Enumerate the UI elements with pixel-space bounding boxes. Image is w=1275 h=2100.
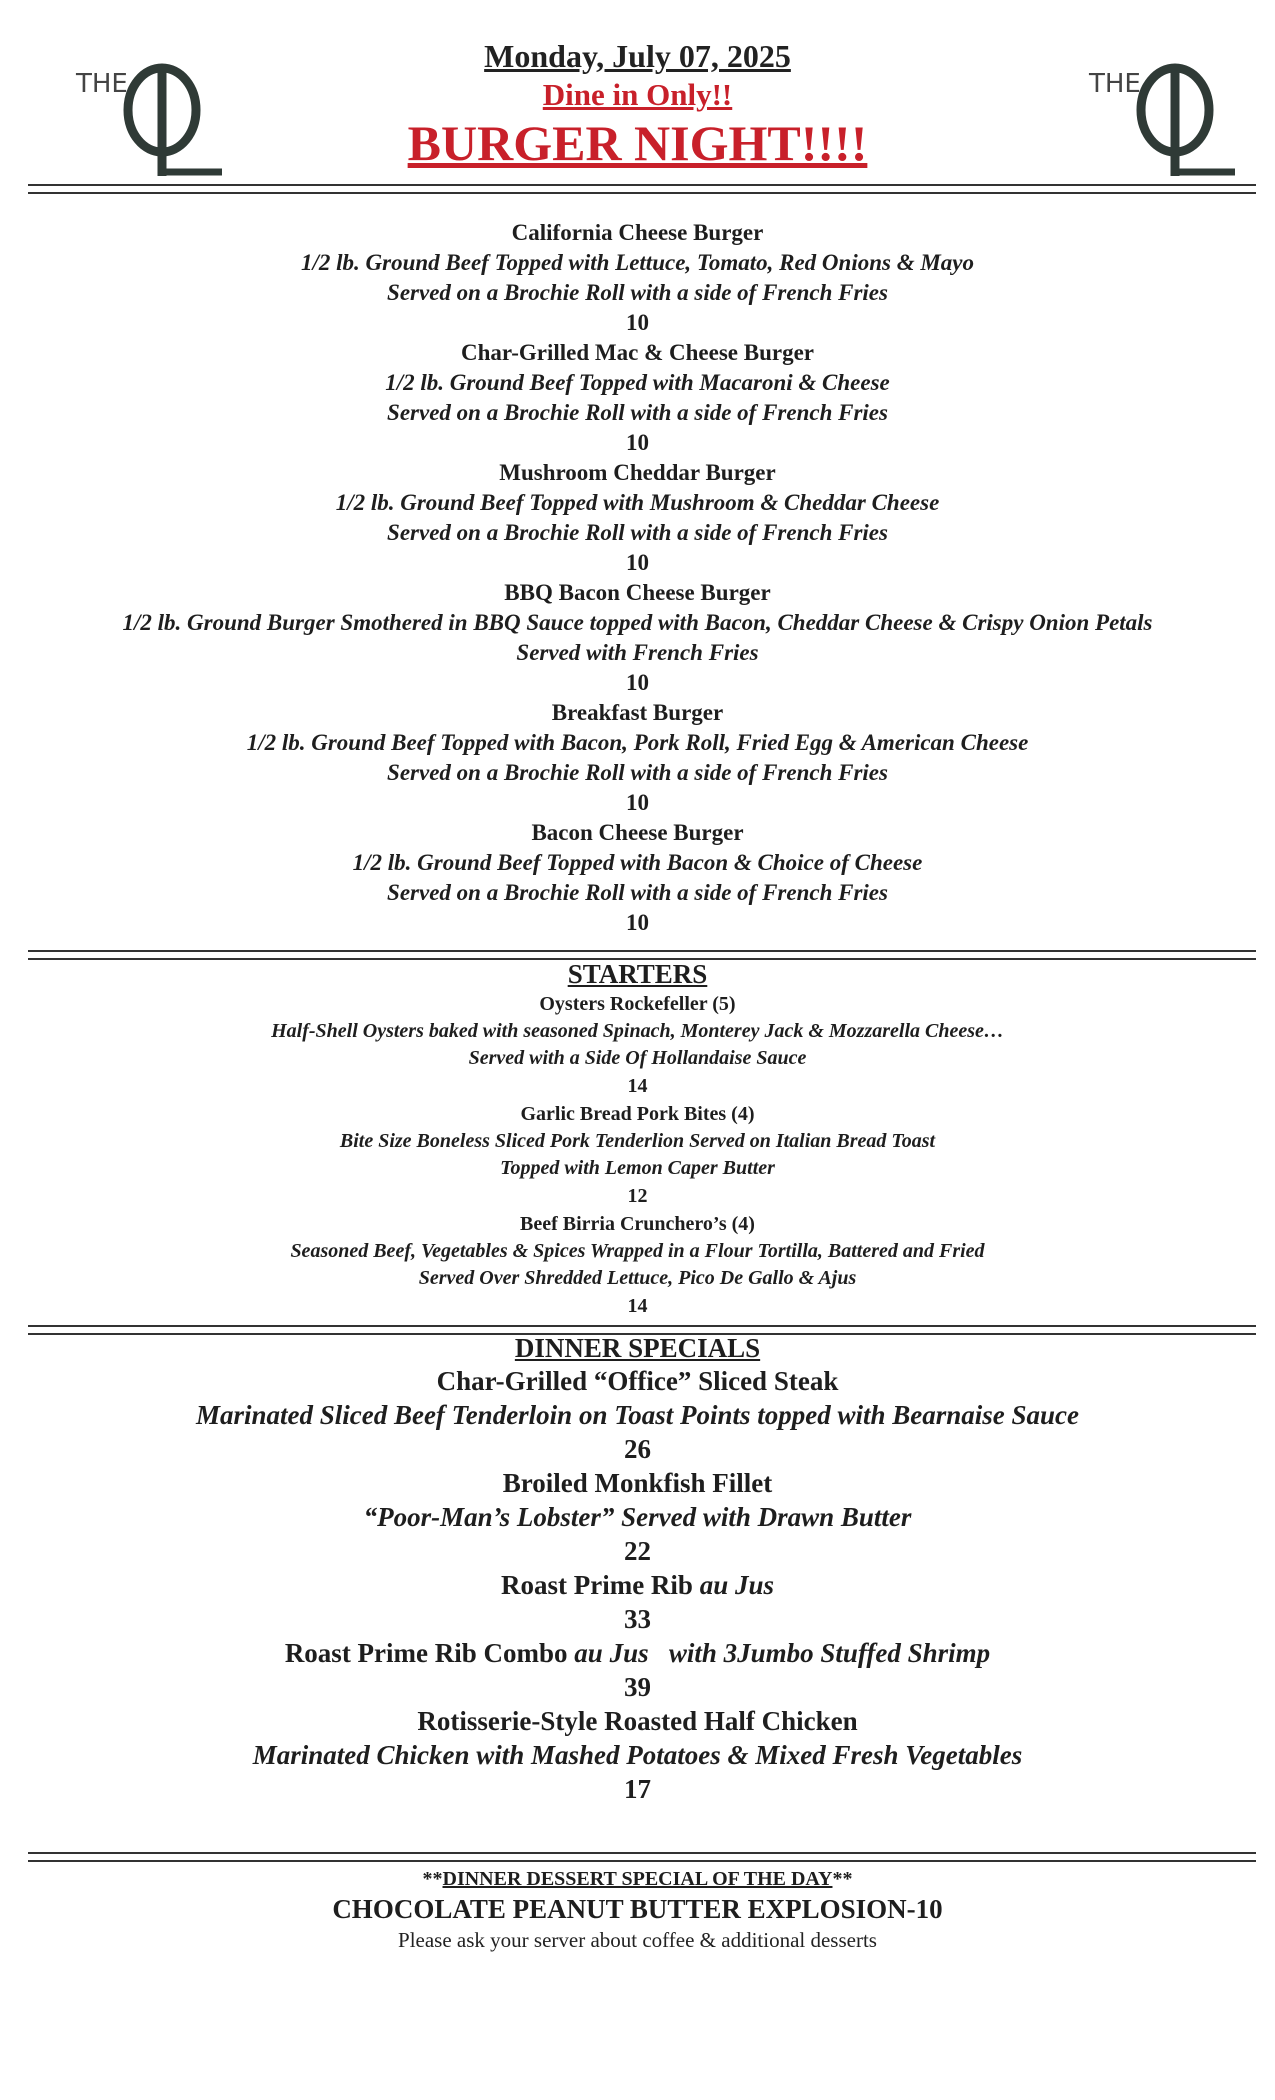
dessert-stars-left: ** [422,1868,443,1890]
item-name [0,1636,1275,1670]
item-price: 10 [626,790,649,815]
item-price: 10 [626,310,649,335]
item-name-text: Char-Grilled “Office” Sliced Steak [436,1366,839,1396]
item-description: Served on a Brochie Roll with a side of French Fries [387,280,888,305]
menu-item [0,1636,1275,1704]
menu-item [0,338,1275,458]
item-description: 1/2 lb. Ground Beef Topped with Macaroni & Cheese [385,370,890,395]
item-name: Beef Birria Crunchero’s (4) [520,1213,755,1235]
divider [28,1852,1256,1862]
dinner-specials-heading: DINNER SPECIALS [514,1333,761,1363]
item-price: 14 [627,1295,648,1317]
item-name-text: Rotisserie-Style Roasted Half Chicken [417,1706,858,1736]
item-name [0,1466,1275,1500]
divider [28,184,1256,194]
item-description: Served with a Side Of Hollandaise Sauce [468,1047,807,1069]
menu-item [0,1364,1275,1466]
dessert-heading-text: DINNER DESSERT SPECIAL OF THE DAY [442,1868,833,1890]
menu-item [0,1100,1275,1210]
item-description: Seasoned Beef, Vegetables & Spices Wrapped in a Flour Tortilla, Battered and Fried [290,1240,985,1262]
item-description: Served with French Fries [516,640,759,665]
item-description: Marinated Chicken with Mashed Potatoes & Mixed Fresh Vegetables [252,1740,1023,1770]
item-price: 10 [626,910,649,935]
item-description: 1/2 lb. Ground Beef Topped with Bacon, Pork Roll, Fried Egg & American Cheese [246,730,1029,755]
menu-item [0,578,1275,698]
menu-item [0,1210,1275,1320]
item-name: BBQ Bacon Cheese Burger [504,580,771,605]
item-name [0,1364,1275,1398]
menu-item [0,458,1275,578]
menu-header [0,36,1275,172]
item-name-text: Roast Prime Rib [500,1570,700,1600]
item-description: 1/2 lb. Ground Beef Topped with Mushroom & Cheddar Cheese [335,490,940,515]
item-description: Served Over Shredded Lettuce, Pico De Gallo & Ajus [418,1267,857,1289]
item-price: 26 [624,1434,651,1464]
item-description: Served on a Brochie Roll with a side of French Fries [387,880,888,905]
item-description: 1/2 lb. Ground Beef Topped with Lettuce, Tomato, Red Onions & Mayo [301,250,974,275]
item-name-text: Broiled Monkfish Fillet [502,1468,773,1498]
logo-text: THE [76,69,128,99]
item-description: Bite Size Boneless Sliced Pork Tenderlion Served on Italian Bread Toast [339,1130,936,1152]
burger-list [0,218,1275,938]
menu-item [0,1466,1275,1568]
menu-date: Monday, July 07, 2025 [484,38,791,74]
menu-item [0,990,1275,1100]
item-description: Topped with Lemon Caper Butter [500,1157,775,1179]
item-price: 14 [627,1075,648,1097]
item-name [0,1568,1275,1602]
item-name: Bacon Cheese Burger [531,820,744,845]
item-description: Half-Shell Oysters baked with seasoned Spinach, Monterey Jack & Mozzarella Cheese… [271,1020,1004,1042]
item-name [0,1704,1275,1738]
dessert-heading [0,1866,1275,1892]
logo-text: THE [1089,69,1141,99]
item-price: 10 [626,670,649,695]
item-name-italic: au Jus with 3Jumbo Stuffed Shrimp [574,1638,991,1668]
item-description: 1/2 lb. Ground Beef Topped with Bacon & Choice of Cheese [352,850,923,875]
item-price: 12 [627,1185,648,1207]
item-description: Served on a Brochie Roll with a side of French Fries [387,400,888,425]
item-name: Char-Grilled Mac & Cheese Burger [461,340,814,365]
item-name: Oysters Rockefeller (5) [539,993,736,1015]
menu-item [0,1704,1275,1806]
item-price: 33 [624,1604,651,1634]
item-name: Garlic Bread Pork Bites (4) [520,1103,755,1125]
dessert-stars-right: ** [832,1868,853,1890]
menu-item [0,1568,1275,1636]
item-description: Served on a Brochie Roll with a side of French Fries [387,760,888,785]
item-price: 17 [624,1774,651,1804]
item-name-italic: au Jus [699,1570,774,1600]
dessert-section [0,1866,1275,1954]
dessert-note: Please ask your server about coffee & additional desserts [398,1928,877,1952]
menu-item [0,218,1275,338]
item-description: “Poor-Man’s Lobster” Served with Drawn Butter [363,1502,912,1532]
dine-in-notice: Dine in Only!! [542,77,733,112]
dinner-specials-section [0,1332,1275,1806]
item-price: 22 [624,1536,651,1566]
item-description: Served on a Brochie Roll with a side of French Fries [387,520,888,545]
item-price: 10 [626,550,649,575]
menu-item [0,818,1275,938]
dessert-special: CHOCOLATE PEANUT BUTTER EXPLOSION-10 [332,1894,943,1924]
starters-heading: STARTERS [567,959,708,989]
item-price: 39 [624,1672,651,1702]
item-name: Breakfast Burger [551,700,724,725]
item-description: Marinated Sliced Beef Tenderloin on Toast Points topped with Bearnaise Sauce [195,1400,1080,1430]
menu-item [0,698,1275,818]
item-name: California Cheese Burger [511,220,764,245]
item-description: 1/2 lb. Ground Burger Smothered in BBQ Sauce topped with Bacon, Cheddar Cheese & Crispy Onion Petals [122,610,1153,635]
item-name-text: Roast Prime Rib Combo [284,1638,575,1668]
item-name: Mushroom Cheddar Burger [499,460,776,485]
item-price: 10 [626,430,649,455]
menu-title: BURGER NIGHT!!!! [407,115,868,171]
starters-section [0,958,1275,1320]
